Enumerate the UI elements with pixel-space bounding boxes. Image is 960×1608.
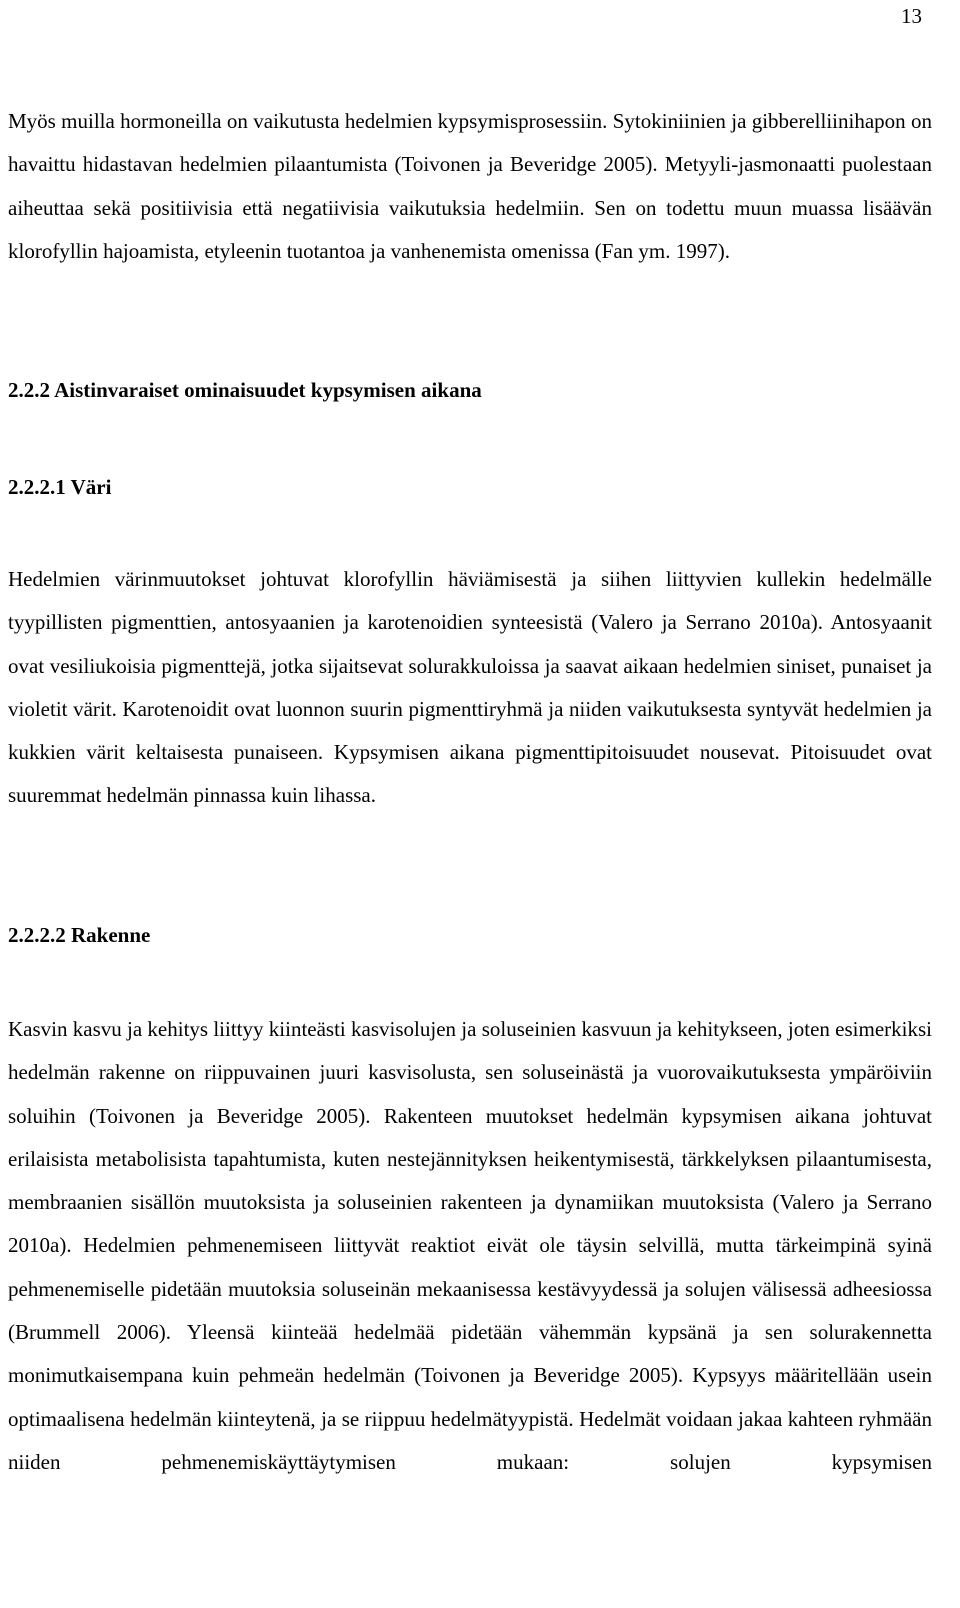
structure-paragraph: Kasvin kasvu ja kehitys liittyy kiinteästi kasvisolujen ja soluseinien kasvuun ja kehitykseen, joten esimerkiksi hedelmän rakenne on riippuvainen juuri kasvisolusta, sen soluseinästä ja vuorovaikutuksesta ympäröiviin soluihin (Toivonen ja Beveridge 2005). Rakenteen muutokset hedelmän kypsymisen aikana johtuvat erilaisista metabolisista tapahtumista, kuten nestejännityksen heikentymisestä, tärkkelyksen pilaantumisesta, membraanien sisällön muutoksista ja soluseinien rakenteen ja dynamiikan muutoksista (Valero ja Serrano 2010a). Hedelmien pehmenemiseen liittyvät reaktiot eivät ole täysin selvillä, mutta tärkeimpinä syinä pehmenemiselle pidetään muutoksia soluseinän mekaanisessa kestävyydessä ja solujen välisessä adheesiossa (Brummell 2006). Yleensä kiinteää hedelmää pidetään vähemmän kypsänä ja sen solurakennetta monimutkaisempana kuin pehmeän hedelmän (Toivonen ja Beveridge 2005). Kypsyys määritellään usein optimaalisena hedelmän kiinteytenä, ja se riippuu hedelmätyypistä. Hedelmät voidaan jakaa kahteen ryhmään niiden pehmenemiskäyttäytymisen mukaan: solujen kypsymisen xyxy=(8,1017,932,1474)
page-number: 13 xyxy=(901,4,922,28)
intro-paragraph: Myös muilla hormoneilla on vaikutusta hedelmien kypsymisprosessiin. Sytokiniinien ja gibberelliinihapon on havaittu hidastavan hedelmien pilaantumista (Toivonen ja Beveridge 2005). Metyyli-jasmonaatti puolestaan aiheuttaa sekä positiivisia että negatiivisia vaikutuksia hedelmiin. Sen on todettu muun muassa lisäävän klorofyllin hajoamista, etyleenin tuotantoa ja vanhenemista omenissa (Fan ym. 1997). xyxy=(8,109,932,263)
section-heading: 2.2.2 Aistinvaraiset ominaisuudet kypsymisen aikana xyxy=(8,378,482,402)
color-paragraph: Hedelmien värinmuutokset johtuvat klorofyllin häviämisestä ja siihen liittyvien kullekin hedelmälle tyypillisten pigmenttien, antosyaanien ja karotenoidien synteesistä (Valero ja Serrano 2010a). Antosyaanit ovat vesiliukoisia pigmenttejä, jotka sijaitsevat solurakkuloissa ja saavat aikaan hedelmien siniset, punaiset ja violetit värit. Karotenoidit ovat luonnon suurin pigmenttiryhmä ja niiden vaikutuksesta syntyvät hedelmien ja kukkien värit keltaisesta punaiseen. Kypsymisen aikana pigmenttipitoisuudet nousevat. Pitoisuudet ovat suuremmat hedelmän pinnassa kuin lihassa. xyxy=(8,567,932,808)
subsection-heading-color: 2.2.2.1 Väri xyxy=(8,475,112,499)
subsection-heading-structure: 2.2.2.2 Rakenne xyxy=(8,923,151,947)
